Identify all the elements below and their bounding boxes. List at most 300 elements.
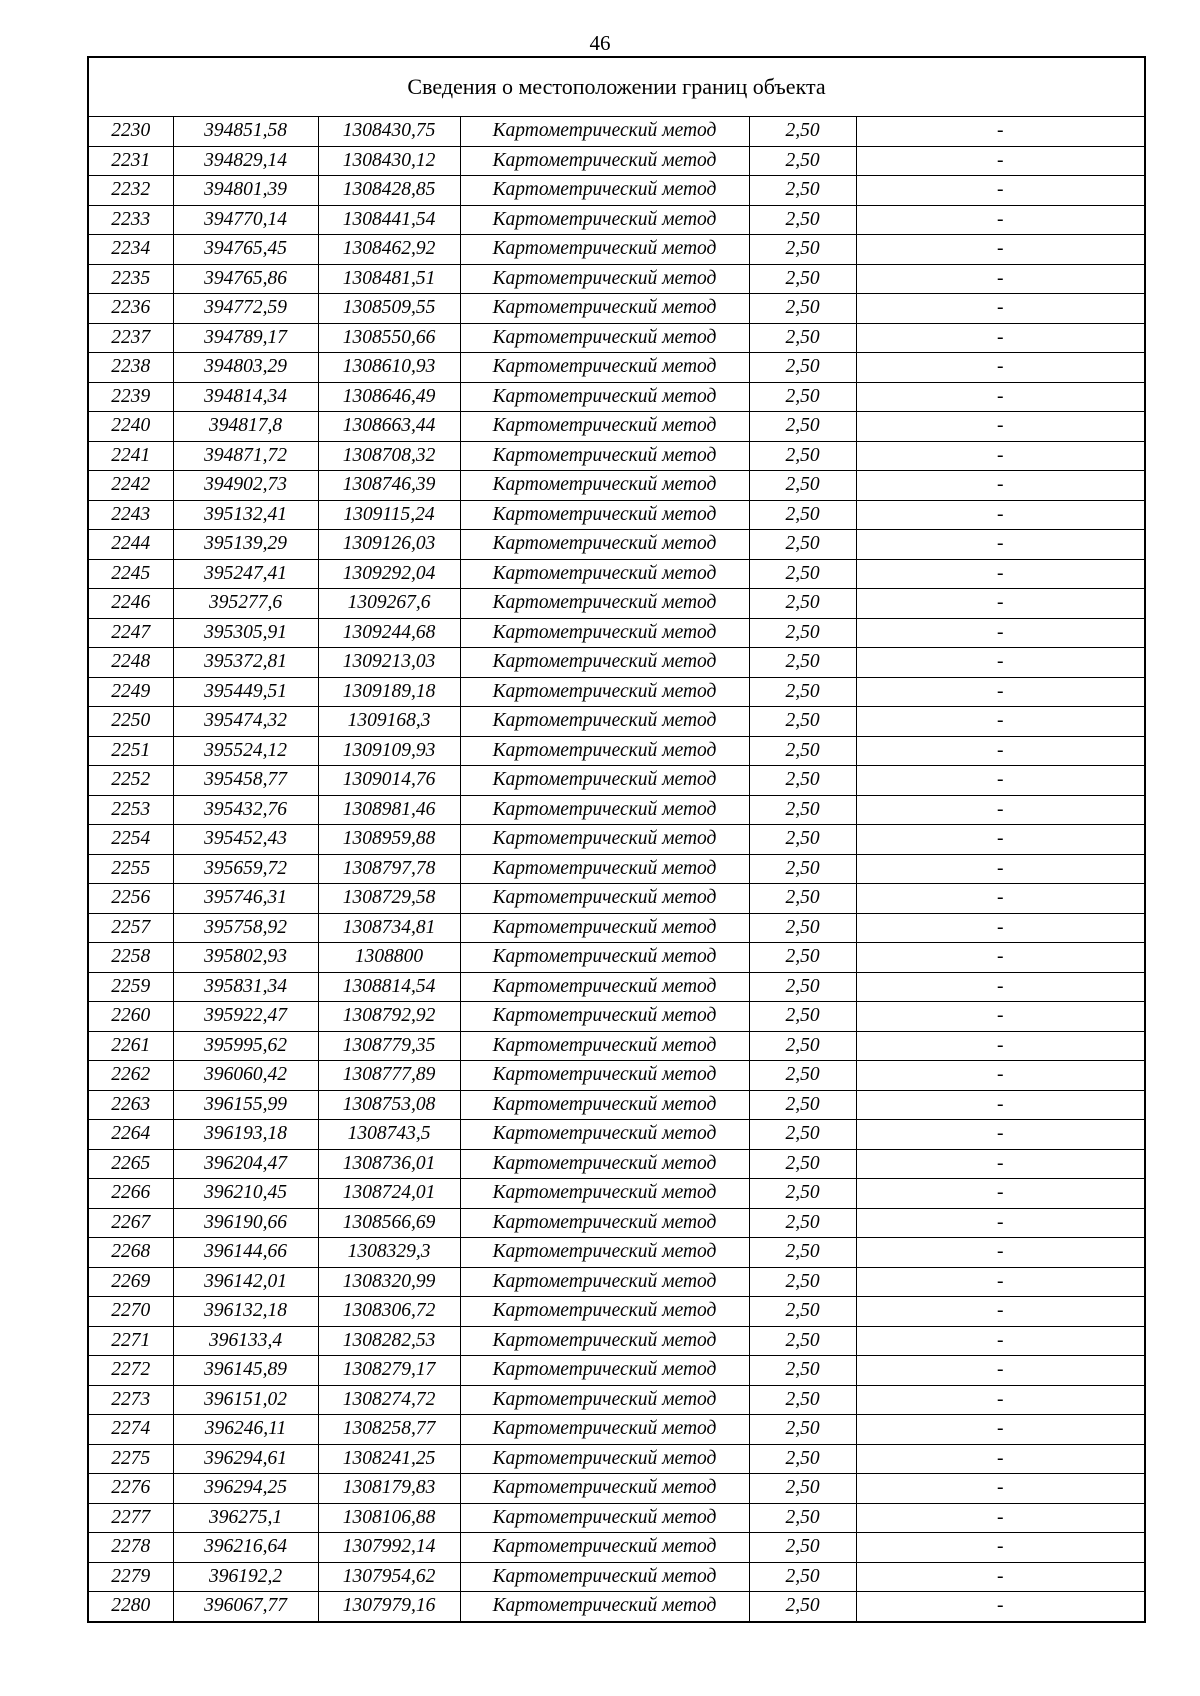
cell-description: -: [856, 1326, 1145, 1356]
cell-coord-x: 396144,66: [173, 1238, 318, 1268]
cell-coord-y: 1308329,3: [318, 1238, 460, 1268]
table-row: [88, 117, 1145, 147]
cell-accuracy: 2,50: [749, 1415, 856, 1445]
cell-coord-x: 396216,64: [173, 1533, 318, 1563]
cell-accuracy: 2,50: [749, 1592, 856, 1622]
cell-point-number: 2242: [88, 471, 173, 501]
cell-method: Картометрический метод: [460, 766, 749, 796]
cell-description: -: [856, 1356, 1145, 1386]
cell-method: Картометрический метод: [460, 1592, 749, 1622]
cell-coord-y: 1308106,88: [318, 1503, 460, 1533]
cell-coord-y: 1307954,62: [318, 1562, 460, 1592]
cell-description: -: [856, 205, 1145, 235]
cell-coord-y: 1308462,92: [318, 235, 460, 265]
cell-description: -: [856, 707, 1145, 737]
cell-description: -: [856, 1415, 1145, 1445]
cell-coord-x: 394765,86: [173, 264, 318, 294]
cell-accuracy: 2,50: [749, 264, 856, 294]
cell-accuracy: 2,50: [749, 1474, 856, 1504]
cell-coord-y: 1308743,5: [318, 1120, 460, 1150]
table-row: [88, 618, 1145, 648]
cell-point-number: 2256: [88, 884, 173, 914]
cell-description: -: [856, 1179, 1145, 1209]
cell-point-number: 2239: [88, 382, 173, 412]
cell-coord-y: 1308279,17: [318, 1356, 460, 1386]
cell-method: Картометрический метод: [460, 943, 749, 973]
cell-accuracy: 2,50: [749, 1444, 856, 1474]
table-row: [88, 736, 1145, 766]
cell-description: -: [856, 146, 1145, 176]
table-row: [88, 471, 1145, 501]
cell-point-number: 2270: [88, 1297, 173, 1327]
cell-description: -: [856, 117, 1145, 147]
cell-accuracy: 2,50: [749, 736, 856, 766]
cell-point-number: 2238: [88, 353, 173, 383]
cell-description: -: [856, 559, 1145, 589]
cell-point-number: 2258: [88, 943, 173, 973]
cell-accuracy: 2,50: [749, 1503, 856, 1533]
cell-coord-x: 395305,91: [173, 618, 318, 648]
cell-description: -: [856, 1061, 1145, 1091]
cell-point-number: 2265: [88, 1149, 173, 1179]
cell-method: Картометрический метод: [460, 264, 749, 294]
cell-coord-x: 395132,41: [173, 500, 318, 530]
cell-method: Картометрический метод: [460, 382, 749, 412]
cell-description: -: [856, 441, 1145, 471]
cell-accuracy: 2,50: [749, 854, 856, 884]
cell-coord-x: 395758,92: [173, 913, 318, 943]
table-row: [88, 1267, 1145, 1297]
cell-point-number: 2236: [88, 294, 173, 324]
cell-accuracy: 2,50: [749, 825, 856, 855]
cell-accuracy: 2,50: [749, 1562, 856, 1592]
cell-point-number: 2263: [88, 1090, 173, 1120]
cell-description: -: [856, 1503, 1145, 1533]
table-row: [88, 294, 1145, 324]
cell-description: -: [856, 913, 1145, 943]
table-row: [88, 1592, 1145, 1622]
cell-coord-x: 395458,77: [173, 766, 318, 796]
cell-method: Картометрический метод: [460, 1562, 749, 1592]
cell-coord-y: 1308734,81: [318, 913, 460, 943]
cell-coord-y: 1308777,89: [318, 1061, 460, 1091]
cell-coord-y: 1308441,54: [318, 205, 460, 235]
cell-method: Картометрический метод: [460, 1149, 749, 1179]
cell-coord-y: 1308430,12: [318, 146, 460, 176]
table-row: [88, 1326, 1145, 1356]
cell-coord-y: 1308736,01: [318, 1149, 460, 1179]
cell-method: Картометрический метод: [460, 736, 749, 766]
cell-coord-x: 396132,18: [173, 1297, 318, 1327]
cell-coord-x: 394829,14: [173, 146, 318, 176]
cell-description: -: [856, 1238, 1145, 1268]
cell-point-number: 2279: [88, 1562, 173, 1592]
cell-method: Картометрический метод: [460, 1415, 749, 1445]
table-row: [88, 323, 1145, 353]
cell-description: -: [856, 500, 1145, 530]
cell-accuracy: 2,50: [749, 1533, 856, 1563]
cell-accuracy: 2,50: [749, 1179, 856, 1209]
cell-accuracy: 2,50: [749, 618, 856, 648]
cell-method: Картометрический метод: [460, 353, 749, 383]
cell-coord-y: 1309168,3: [318, 707, 460, 737]
cell-coord-x: 394902,73: [173, 471, 318, 501]
cell-coord-y: 1308779,35: [318, 1031, 460, 1061]
cell-accuracy: 2,50: [749, 1356, 856, 1386]
cell-method: Картометрический метод: [460, 618, 749, 648]
cell-coord-x: 395746,31: [173, 884, 318, 914]
cell-method: Картометрический метод: [460, 205, 749, 235]
cell-description: -: [856, 795, 1145, 825]
cell-method: Картометрический метод: [460, 1533, 749, 1563]
cell-accuracy: 2,50: [749, 1385, 856, 1415]
cell-method: Картометрический метод: [460, 323, 749, 353]
table-row: [88, 1444, 1145, 1474]
table-row: [88, 1297, 1145, 1327]
cell-coord-x: 396145,89: [173, 1356, 318, 1386]
cell-accuracy: 2,50: [749, 795, 856, 825]
cell-description: -: [856, 353, 1145, 383]
cell-point-number: 2259: [88, 972, 173, 1002]
cell-point-number: 2231: [88, 146, 173, 176]
cell-coord-y: 1308753,08: [318, 1090, 460, 1120]
cell-description: -: [856, 1385, 1145, 1415]
table-row: [88, 235, 1145, 265]
cell-point-number: 2253: [88, 795, 173, 825]
cell-coord-y: 1308282,53: [318, 1326, 460, 1356]
cell-coord-x: 395449,51: [173, 677, 318, 707]
cell-point-number: 2243: [88, 500, 173, 530]
cell-point-number: 2248: [88, 648, 173, 678]
cell-accuracy: 2,50: [749, 441, 856, 471]
table-row: [88, 205, 1145, 235]
cell-method: Картометрический метод: [460, 146, 749, 176]
cell-accuracy: 2,50: [749, 913, 856, 943]
cell-coord-y: 1308797,78: [318, 854, 460, 884]
cell-coord-y: 1309014,76: [318, 766, 460, 796]
cell-coord-x: 395524,12: [173, 736, 318, 766]
cell-description: -: [856, 648, 1145, 678]
cell-accuracy: 2,50: [749, 117, 856, 147]
cell-coord-x: 396210,45: [173, 1179, 318, 1209]
table-row: [88, 1002, 1145, 1032]
cell-point-number: 2247: [88, 618, 173, 648]
cell-method: Картометрический метод: [460, 707, 749, 737]
table-row: [88, 589, 1145, 619]
table-row: [88, 1179, 1145, 1209]
cell-point-number: 2271: [88, 1326, 173, 1356]
table-row: [88, 795, 1145, 825]
cell-point-number: 2240: [88, 412, 173, 442]
cell-coord-y: 1308258,77: [318, 1415, 460, 1445]
cell-description: -: [856, 766, 1145, 796]
cell-method: Картометрический метод: [460, 530, 749, 560]
table-row: [88, 530, 1145, 560]
cell-accuracy: 2,50: [749, 648, 856, 678]
table-row: [88, 353, 1145, 383]
cell-method: Картометрический метод: [460, 1503, 749, 1533]
cell-coord-x: 396204,47: [173, 1149, 318, 1179]
cell-accuracy: 2,50: [749, 1267, 856, 1297]
cell-accuracy: 2,50: [749, 1297, 856, 1327]
cell-description: -: [856, 677, 1145, 707]
cell-coord-y: 1308792,92: [318, 1002, 460, 1032]
table-row: [88, 707, 1145, 737]
table-row: [88, 382, 1145, 412]
cell-coord-x: 395247,41: [173, 559, 318, 589]
cell-point-number: 2234: [88, 235, 173, 265]
cell-method: Картометрический метод: [460, 1385, 749, 1415]
cell-method: Картометрический метод: [460, 589, 749, 619]
cell-description: -: [856, 1474, 1145, 1504]
cell-method: Картометрический метод: [460, 441, 749, 471]
cell-method: Картометрический метод: [460, 1208, 749, 1238]
cell-method: Картометрический метод: [460, 677, 749, 707]
cell-point-number: 2252: [88, 766, 173, 796]
cell-coord-y: 1309244,68: [318, 618, 460, 648]
cell-coord-y: 1308800: [318, 943, 460, 973]
cell-coord-x: 396294,61: [173, 1444, 318, 1474]
cell-accuracy: 2,50: [749, 1002, 856, 1032]
table-row: [88, 176, 1145, 206]
cell-coord-y: 1308320,99: [318, 1267, 460, 1297]
cell-method: Картометрический метод: [460, 559, 749, 589]
cell-description: -: [856, 589, 1145, 619]
cell-accuracy: 2,50: [749, 766, 856, 796]
cell-method: Картометрический метод: [460, 1297, 749, 1327]
table-row: [88, 766, 1145, 796]
cell-method: Картометрический метод: [460, 1061, 749, 1091]
cell-coord-x: 394851,58: [173, 117, 318, 147]
cell-point-number: 2280: [88, 1592, 173, 1622]
cell-coord-x: 394772,59: [173, 294, 318, 324]
cell-coord-x: 395831,34: [173, 972, 318, 1002]
cell-method: Картометрический метод: [460, 117, 749, 147]
cell-coord-x: 396155,99: [173, 1090, 318, 1120]
cell-point-number: 2250: [88, 707, 173, 737]
cell-method: Картометрический метод: [460, 913, 749, 943]
cell-coord-y: 1308610,93: [318, 353, 460, 383]
cell-accuracy: 2,50: [749, 382, 856, 412]
cell-coord-x: 396246,11: [173, 1415, 318, 1445]
cell-description: -: [856, 1120, 1145, 1150]
cell-coord-y: 1309115,24: [318, 500, 460, 530]
cell-accuracy: 2,50: [749, 589, 856, 619]
cell-accuracy: 2,50: [749, 1326, 856, 1356]
cell-method: Картометрический метод: [460, 884, 749, 914]
cell-accuracy: 2,50: [749, 1031, 856, 1061]
cell-coord-y: 1307992,14: [318, 1533, 460, 1563]
table-row: [88, 1120, 1145, 1150]
table-row: [88, 1208, 1145, 1238]
table-row: [88, 1149, 1145, 1179]
cell-coord-x: 395452,43: [173, 825, 318, 855]
cell-point-number: 2262: [88, 1061, 173, 1091]
cell-coord-x: 396060,42: [173, 1061, 318, 1091]
table-row: [88, 854, 1145, 884]
cell-method: Картометрический метод: [460, 825, 749, 855]
cell-method: Картометрический метод: [460, 1179, 749, 1209]
cell-description: -: [856, 1208, 1145, 1238]
cell-accuracy: 2,50: [749, 1120, 856, 1150]
cell-coord-x: 396192,2: [173, 1562, 318, 1592]
cell-coord-x: 396275,1: [173, 1503, 318, 1533]
cell-accuracy: 2,50: [749, 1090, 856, 1120]
table-row: [88, 825, 1145, 855]
table-row: [88, 500, 1145, 530]
cell-description: -: [856, 943, 1145, 973]
cell-method: Картометрический метод: [460, 1356, 749, 1386]
table-row: [88, 677, 1145, 707]
cell-description: -: [856, 530, 1145, 560]
cell-description: -: [856, 235, 1145, 265]
cell-method: Картометрический метод: [460, 500, 749, 530]
cell-point-number: 2233: [88, 205, 173, 235]
cell-accuracy: 2,50: [749, 677, 856, 707]
cell-coord-x: 396193,18: [173, 1120, 318, 1150]
cell-coord-x: 394770,14: [173, 205, 318, 235]
cell-coord-y: 1308646,49: [318, 382, 460, 412]
cell-coord-y: 1308428,85: [318, 176, 460, 206]
cell-accuracy: 2,50: [749, 884, 856, 914]
cell-coord-x: 395922,47: [173, 1002, 318, 1032]
cell-accuracy: 2,50: [749, 235, 856, 265]
cell-point-number: 2246: [88, 589, 173, 619]
cell-method: Картометрический метод: [460, 1002, 749, 1032]
cell-point-number: 2273: [88, 1385, 173, 1415]
table-row: [88, 1238, 1145, 1268]
table-row: [88, 146, 1145, 176]
cell-method: Картометрический метод: [460, 176, 749, 206]
cell-coord-x: 395432,76: [173, 795, 318, 825]
cell-point-number: 2230: [88, 117, 173, 147]
table-row: [88, 559, 1145, 589]
table-row: [88, 884, 1145, 914]
cell-method: Картометрический метод: [460, 1031, 749, 1061]
cell-coord-y: 1308241,25: [318, 1444, 460, 1474]
table-title: Сведения о местоположении границ объекта: [88, 57, 1145, 117]
cell-coord-y: 1308981,46: [318, 795, 460, 825]
cell-accuracy: 2,50: [749, 294, 856, 324]
cell-description: -: [856, 294, 1145, 324]
cell-point-number: 2267: [88, 1208, 173, 1238]
table-row: [88, 412, 1145, 442]
cell-method: Картометрический метод: [460, 235, 749, 265]
cell-coord-y: 1308566,69: [318, 1208, 460, 1238]
cell-description: -: [856, 1267, 1145, 1297]
cell-description: -: [856, 854, 1145, 884]
cell-method: Картометрический метод: [460, 648, 749, 678]
cell-coord-y: 1308430,75: [318, 117, 460, 147]
cell-coord-x: 395802,93: [173, 943, 318, 973]
cell-accuracy: 2,50: [749, 1149, 856, 1179]
cell-point-number: 2277: [88, 1503, 173, 1533]
cell-description: -: [856, 1533, 1145, 1563]
table-row: [88, 1503, 1145, 1533]
cell-method: Картометрический метод: [460, 795, 749, 825]
cell-coord-y: 1309189,18: [318, 677, 460, 707]
cell-coord-x: 395474,32: [173, 707, 318, 737]
cell-coord-y: 1308179,83: [318, 1474, 460, 1504]
cell-coord-x: 394871,72: [173, 441, 318, 471]
cell-coord-x: 394814,34: [173, 382, 318, 412]
cell-description: -: [856, 736, 1145, 766]
cell-description: -: [856, 1592, 1145, 1622]
cell-accuracy: 2,50: [749, 500, 856, 530]
cell-point-number: 2235: [88, 264, 173, 294]
cell-point-number: 2244: [88, 530, 173, 560]
cell-coord-x: 396142,01: [173, 1267, 318, 1297]
cell-accuracy: 2,50: [749, 707, 856, 737]
cell-description: -: [856, 1031, 1145, 1061]
table-row: [88, 1533, 1145, 1563]
cell-description: -: [856, 972, 1145, 1002]
cell-coord-x: 396133,4: [173, 1326, 318, 1356]
cell-coord-y: 1308729,58: [318, 884, 460, 914]
table-row: [88, 648, 1145, 678]
cell-coord-x: 396151,02: [173, 1385, 318, 1415]
cell-accuracy: 2,50: [749, 530, 856, 560]
table-row: [88, 1474, 1145, 1504]
cell-coord-x: 395277,6: [173, 589, 318, 619]
cell-description: -: [856, 382, 1145, 412]
cell-accuracy: 2,50: [749, 1208, 856, 1238]
cell-description: -: [856, 1149, 1145, 1179]
cell-point-number: 2251: [88, 736, 173, 766]
cell-coord-x: 394801,39: [173, 176, 318, 206]
cell-method: Картометрический метод: [460, 1326, 749, 1356]
cell-point-number: 2275: [88, 1444, 173, 1474]
cell-description: -: [856, 825, 1145, 855]
cell-accuracy: 2,50: [749, 1238, 856, 1268]
cell-method: Картометрический метод: [460, 1444, 749, 1474]
cell-description: -: [856, 412, 1145, 442]
table-row: [88, 1031, 1145, 1061]
page-number: 46: [589, 31, 611, 55]
cell-accuracy: 2,50: [749, 943, 856, 973]
table-row: [88, 913, 1145, 943]
cell-accuracy: 2,50: [749, 176, 856, 206]
cell-accuracy: 2,50: [749, 972, 856, 1002]
cell-coord-x: 394789,17: [173, 323, 318, 353]
cell-coord-x: 394803,29: [173, 353, 318, 383]
table-row: [88, 1090, 1145, 1120]
table-row: [88, 1562, 1145, 1592]
cell-coord-y: 1308746,39: [318, 471, 460, 501]
cell-point-number: 2261: [88, 1031, 173, 1061]
cell-description: -: [856, 176, 1145, 206]
cell-description: -: [856, 1562, 1145, 1592]
cell-method: Картометрический метод: [460, 1238, 749, 1268]
cell-coord-y: 1308306,72: [318, 1297, 460, 1327]
cell-description: -: [856, 264, 1145, 294]
cell-point-number: 2260: [88, 1002, 173, 1032]
table-row: [88, 1385, 1145, 1415]
cell-coord-x: 395372,81: [173, 648, 318, 678]
table-row: [88, 972, 1145, 1002]
cell-point-number: 2254: [88, 825, 173, 855]
cell-coord-x: 394817,8: [173, 412, 318, 442]
table-row: [88, 441, 1145, 471]
cell-accuracy: 2,50: [749, 412, 856, 442]
cell-method: Картометрический метод: [460, 972, 749, 1002]
cell-accuracy: 2,50: [749, 471, 856, 501]
cell-coord-x: 395659,72: [173, 854, 318, 884]
cell-coord-x: 395139,29: [173, 530, 318, 560]
cell-point-number: 2272: [88, 1356, 173, 1386]
cell-point-number: 2278: [88, 1533, 173, 1563]
cell-point-number: 2257: [88, 913, 173, 943]
